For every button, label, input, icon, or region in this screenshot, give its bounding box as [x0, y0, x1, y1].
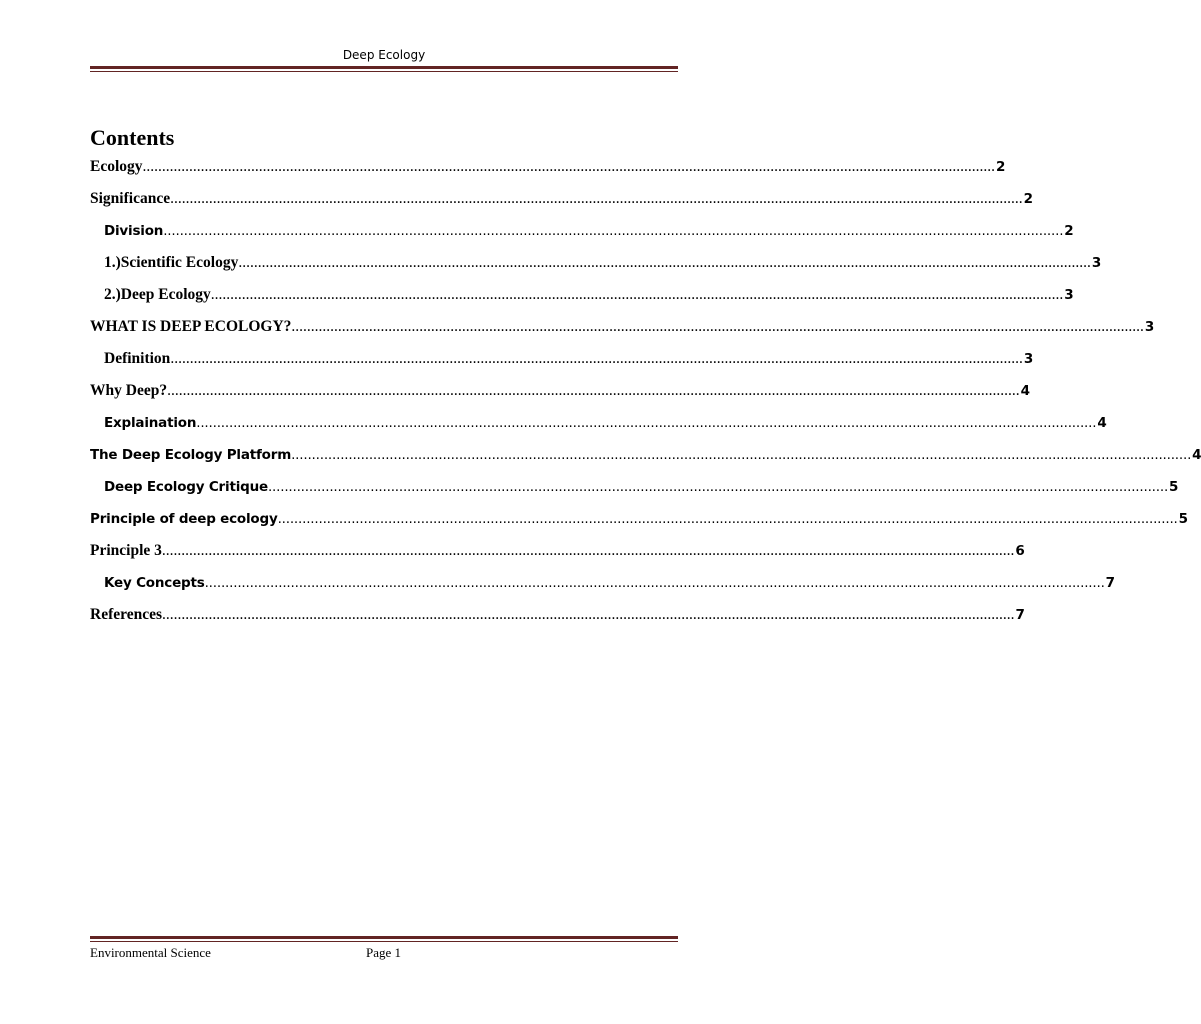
toc-entry-page: 4	[1192, 447, 1201, 463]
toc-entry[interactable]	[90, 541, 1025, 573]
toc-entry-page: 3	[1144, 319, 1155, 335]
toc-entry-page: 7	[1105, 575, 1115, 591]
toc-leader-dots: ............................................................................................................................................................................................................................	[162, 606, 1015, 623]
toc-entry-label: Division	[104, 223, 164, 239]
toc-heading: Contents	[90, 125, 175, 150]
toc-entry-number: 2.)	[104, 286, 121, 303]
toc-entry-page: 2	[1023, 191, 1033, 207]
toc-entry-label: Scientific Ecology	[120, 254, 239, 271]
toc-leader-dots: ............................................................................................................................................................................................................................	[170, 350, 1023, 367]
toc-entry[interactable]	[90, 381, 1030, 413]
toc-entry-page: 6	[1015, 543, 1025, 559]
toc-entry-label: Ecology	[90, 158, 143, 175]
toc-entry-page: 4	[1097, 415, 1107, 431]
toc-entry[interactable]	[90, 413, 1107, 445]
toc-leader-dots: ............................................................................................................................................................................................................................	[161, 542, 1015, 559]
header-title: Deep Ecology	[342, 48, 426, 62]
toc-leader-dots: ............................................................................................................................................................................................................................	[277, 511, 1178, 527]
toc-entry-page: 3	[1091, 255, 1102, 271]
toc-entry[interactable]	[90, 317, 1155, 349]
toc-entry[interactable]	[90, 509, 1188, 541]
toc-entry-label: Principle 3	[90, 542, 162, 559]
toc-leader-dots: ............................................................................................................................................................................................................................	[196, 415, 1097, 431]
toc-entry-label: The Deep Ecology Platform	[90, 447, 292, 463]
toc-entry-label: Explaination	[104, 415, 197, 431]
toc-entry-number: 1.)	[104, 254, 121, 271]
footer-rule	[90, 936, 678, 942]
toc-entry[interactable]	[90, 253, 1102, 285]
toc-entry[interactable]	[90, 221, 1074, 253]
toc-entry-label: References	[90, 606, 163, 623]
toc-leader-dots: ............................................................................................................................................................................................................................	[142, 158, 996, 175]
toc-entry-page: 5	[1178, 511, 1188, 527]
toc-leader-dots: ............................................................................................................................................................................................................................	[167, 382, 1020, 399]
toc-entry[interactable]	[90, 349, 1034, 381]
toc-leader-dots: ............................................................................................................................................................................................................................	[210, 286, 1064, 303]
header-rule	[90, 66, 678, 72]
toc-entry-page: 4	[1020, 383, 1030, 399]
toc-entry[interactable]	[90, 477, 1179, 509]
toc-leader-dots: ............................................................................................................................................................................................................................	[267, 479, 1169, 495]
toc-entry-page: 5	[1169, 479, 1179, 495]
toc-entry[interactable]	[90, 605, 1025, 637]
footer-page-number: Page 1	[366, 945, 402, 960]
toc-entry-label: Definition	[104, 350, 171, 367]
toc-entry[interactable]	[90, 285, 1074, 317]
toc-entry-label: WHAT IS DEEP ECOLOGY?	[90, 318, 292, 335]
toc-leader-dots: ............................................................................................................................................................................................................................	[291, 318, 1144, 335]
toc-entry-label: Principle of deep ecology	[90, 511, 278, 527]
toc-entry-label: Deep Ecology	[120, 286, 211, 303]
toc-entry-page: 2	[1064, 223, 1074, 239]
toc-entry[interactable]	[90, 573, 1115, 605]
toc-leader-dots: ............................................................................................................................................................................................................................	[170, 190, 1023, 207]
toc-entry-label: Why Deep?	[90, 382, 168, 399]
toc-leader-dots: ............................................................................................................................................................................................................................	[204, 575, 1105, 591]
footer-left-text: Environmental Science	[90, 945, 211, 960]
toc-entry-page: 7	[1015, 607, 1025, 623]
toc-entry-label: Key Concepts	[104, 575, 205, 591]
toc-entry[interactable]	[90, 445, 1201, 477]
toc-leader-dots: ............................................................................................................................................................................................................................	[238, 254, 1091, 271]
toc-entry-page: 2	[996, 159, 1006, 175]
toc-entry-label: Deep Ecology Critique	[104, 479, 268, 495]
toc-leader-dots: ............................................................................................................................................................................................................................	[163, 223, 1064, 239]
toc-entry[interactable]	[90, 157, 1006, 189]
toc-entry-page: 3	[1023, 351, 1034, 367]
toc-entry-label: Significance	[90, 190, 171, 207]
toc-leader-dots: ............................................................................................................................................................................................................................	[291, 447, 1192, 463]
table-of-contents	[90, 157, 1201, 637]
toc-entry-page: 3	[1064, 287, 1074, 303]
toc-entry[interactable]	[90, 189, 1033, 221]
